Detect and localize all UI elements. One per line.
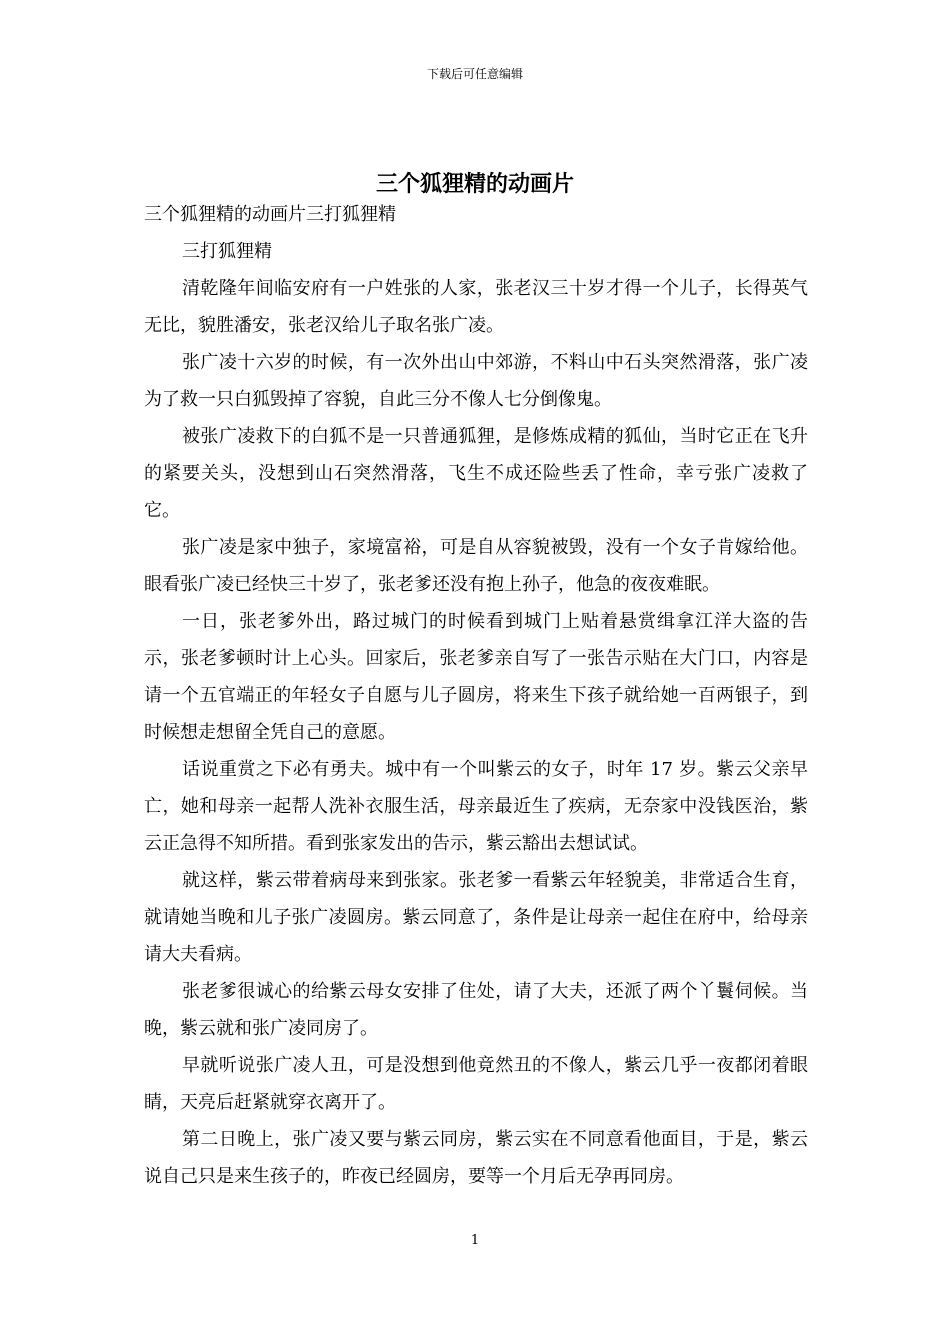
document-body bbox=[144, 196, 808, 1195]
paragraph: 清乾隆年间临安府有一户姓张的人家，张老汉三十岁才得一个儿子，长得英气无比，貌胜潘安，张老汉给儿子取名张广凌。 bbox=[144, 278, 808, 336]
page-header-note: 下载后可任意编辑 bbox=[426, 67, 523, 81]
paragraph: 被张广凌救下的白狐不是一只普通狐狸，是修炼成精的狐仙，当时它正在飞升的紧要关头，没想到山石突然滑落，飞生不成还险些丢了性命，幸亏张广凌救了它。 bbox=[144, 426, 808, 521]
document-title: 三个狐狸精的动画片 bbox=[375, 171, 574, 197]
paragraph: 就这样，紫云带着病母来到张家。张老爹一看紫云年轻貌美，非常适合生育，就请她当晚和儿子张广凌圆房。紫云同意了，条件是让母亲一起住在府中，给母亲请大夫看病。 bbox=[144, 870, 808, 965]
paragraph: 第二日晚上，张广凌又要与紫云同房，紫云实在不同意看他面目，于是，紫云说自己只是来生孩子的，昨夜已经圆房，要等一个月后无孕再同房。 bbox=[144, 1129, 808, 1187]
paragraph: 张广凌十六岁的时候，有一次外出山中郊游，不料山中石头突然滑落，张广凌为了救一只白狐毁掉了容貌，自此三分不像人七分倒像鬼。 bbox=[144, 352, 808, 410]
paragraph: 张老爹很诚心的给紫云母女安排了住处，请了大夫，还派了两个丫鬟伺候。当晚，紫云就和张广凌同房了。 bbox=[144, 981, 808, 1039]
paragraph: 话说重赏之下必有勇夫。城中有一个叫紫云的女子，时年 17 岁。紫云父亲早亡，她和母亲一起帮人洗补衣服生活，母亲最近生了疾病，无奈家中没钱医治，紫云正急得不知所措。看到张家发出的告示，紫云豁出去想试试。 bbox=[144, 759, 808, 854]
paragraph: 一日，张老爹外出，路过城门的时候看到城门上贴着悬赏缉拿江洋大盗的告示，张老爹顿时计上心头。回家后，张老爹亲自写了一张告示贴在大门口，内容是请一个五官端正的年轻女子自愿与儿子圆房，将来生下孩子就给她一百两银子，到时候想走想留全凭自己的意愿。 bbox=[144, 611, 808, 743]
page-number: 1 bbox=[470, 1233, 480, 1248]
paragraph: 张广凌是家中独子，家境富裕，可是自从容貌被毁，没有一个女子肯嫁给他。眼看张广凌已经快三十岁了，张老爹还没有抱上孙子，他急的夜夜难眠。 bbox=[144, 537, 808, 595]
section-heading: 三打狐狸精 bbox=[182, 241, 272, 262]
paragraph: 早就听说张广凌人丑，可是没想到他竟然丑的不像人，紫云几乎一夜都闭着眼睛，天亮后赶紧就穿衣离开了。 bbox=[144, 1055, 808, 1113]
subtitle-line: 三个狐狸精的动画片三打狐狸精 bbox=[144, 204, 396, 225]
